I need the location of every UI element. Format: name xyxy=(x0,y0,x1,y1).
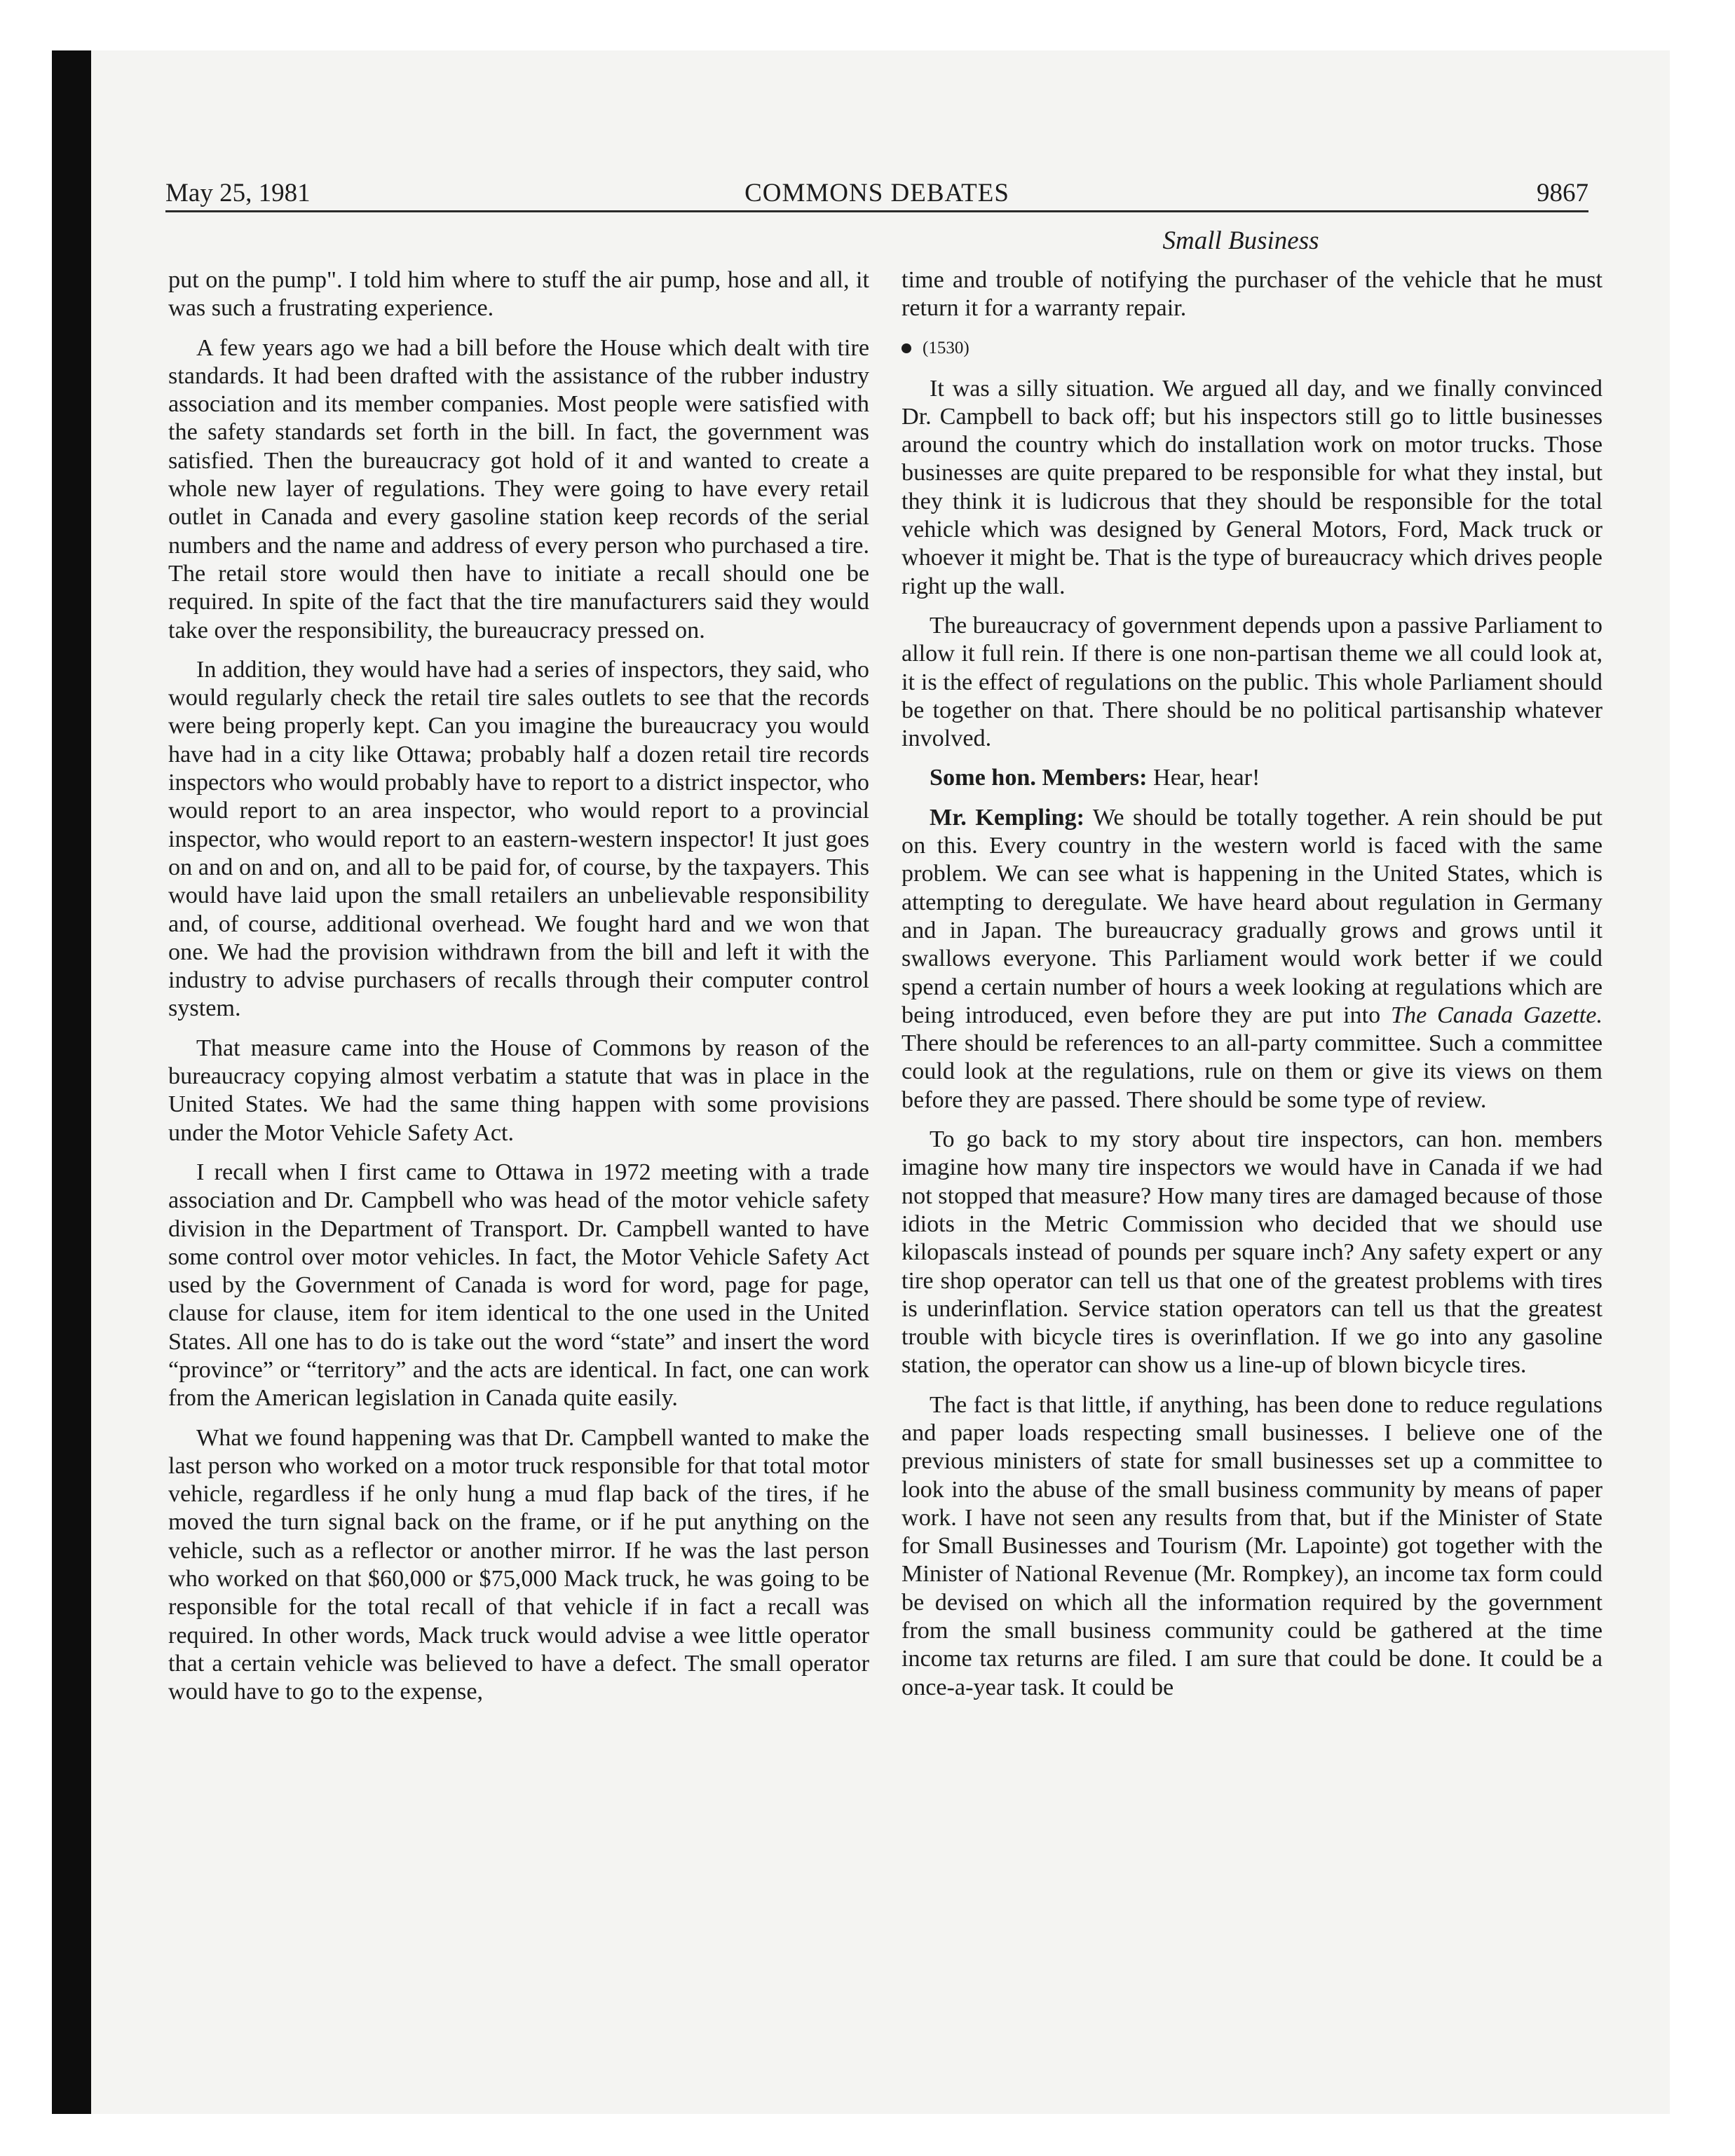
header-page-number: 9867 xyxy=(1537,179,1588,207)
paragraph: A few years ago we had a bill before the House which dealt with tire standards. It had been drafted with the assistance of the rubber industry association and its member companies. Most people were satisfied with the safety standards set forth in the bill. In fact, the government was satisfied. Then the bureaucracy got hold of it and wanted to create a whole new layer of regulations. They were going to have every retail outlet in Canada and every gasoline station keep records of the serial numbers and the name and address of every person who purchased a tire. The retail store would then have to initiate a recall should one be required. In spite of the fact that the tire manufacturers said they would take over the responsibility, the bureaucracy pressed on. xyxy=(168,334,869,643)
paragraph: time and trouble of notifying the purchaser of the vehicle that he must return it for a warranty repair. xyxy=(901,267,1603,322)
bullet-icon xyxy=(901,343,911,353)
paragraph: What we found happening was that Dr. Campbell wanted to make the last person who worked on a motor truck responsible for that total motor vehicle, regardless if he only hung a mud flap back of the tires, if he moved the turn signal back on the frame, or if he put anything on the vehicle, such as a reflector or another mirror. If he was the last person who worked on that $60,000 or $75,000 Mack truck, he was going to be responsible for the total recall of that vehicle if in fact a recall was required. In other words, Mack truck would advise a wee little operator that a certain vehicle was believed to have a defect. The small operator would have to go to the expense, xyxy=(168,1424,869,1705)
paragraph: It was a silly situation. We argued all day, and we finally convinced Dr. Campbell to back off; but his inspectors still go to little businesses around the country which do installation work on motor trucks. Those businesses are quite prepared to be responsible for what they instal, but they think it is ludicrous that they should be responsible for the total vehicle which was designed by General Motors, Ford, Mack truck or whoever it might be. That is the type of bureaucracy which drives people right up the wall. xyxy=(901,375,1603,599)
speech-text: We should be totally together. A rein should be put on this. Every country in the western world is faced with the same problem. We can see what is happening in the United States, which is attempting to deregulate. We have heard about regulation in Germany and in Japan. The bureaucracy gradually grows and grows until it swallows everyone. This Parliament would work better if we could spend a certain number of hours a week looking at regulations which are being introduced, even before they are put into xyxy=(901,804,1603,1028)
page-header xyxy=(165,172,1588,212)
paragraph: I recall when I first came to Ottawa in 1972 meeting with a trade association and Dr. Campbell who was head of the motor vehicle safety division in the Department of Transport. Dr. Campbell wanted to have some control over motor vehicles. In fact, the Motor Vehicle Safety Act used by the Government of Canada is word for word, page for page, clause for clause, item for item identical to the one used in the United States. All one has to do is take out the word “state” and insert the word “province” or “territory” and the acts are identical. In fact, one can work from the American legislation in Canada quite easily. xyxy=(168,1159,869,1412)
publication-title: The Canada Gazette. xyxy=(1390,1002,1603,1028)
paragraph: To go back to my story about tire inspectors, can hon. members imagine how many tire inspectors we would have in Canada if we had not stopped that measure? How many tires are damaged because of those idiots in the Metric Commission who decided that we should use kilopascals instead of pounds per square inch? Any safety expert or any tire shop operator can tell us that one of the greatest problems with tires is underinflation. Service station operators can tell us that the greatest trouble with bicycle tires is overinflation. If we go into any gasoline station, the operator can show us a line-up of blown bicycle tires. xyxy=(901,1126,1603,1379)
time-marker xyxy=(901,334,1603,362)
paragraph: The bureaucracy of government depends upon a passive Parliament to allow it full rein. If there is one non-partisan theme we all could look at, it is the effect of regulations on the public. This whole Parliament should be together on that. There should be no political partisanship whatever involved. xyxy=(901,612,1603,752)
left-column xyxy=(168,266,869,1718)
header-title: COMMONS DEBATES xyxy=(744,179,1009,207)
interjection-speaker: Some hon. Members: xyxy=(930,765,1148,791)
paragraph: In addition, they would have had a series of inspectors, they said, who would regularly check the retail tire sales outlets to see that the records were being properly kept. Can you imagine the bureaucracy you would have had in a city like Ottawa; probably half a dozen retail tire records inspectors who would probably have to report to a district inspector, who would report to an area inspector, who would report to a provincial inspector, who would report to an eastern-western inspector! It just goes on and on and on, and all to be paid for, of course, by the taxpayers. This would have laid upon the small retailers an unbelievable responsibility and, of course, additional overhead. We fought hard and we won that one. We had the provision withdrawn from the bill and left it with the industry to advise purchasers of recalls through their computer control system. xyxy=(168,656,869,1022)
speech-text-continued: There should be references to an all-party committee. Such a committee could look at the regulations, rule on them or give its views on them before they are passed. There should be some type of review. xyxy=(901,1030,1603,1113)
scan-edge-bar xyxy=(52,50,91,2114)
interjection-text: Hear, hear! xyxy=(1153,765,1260,791)
paragraph: That measure came into the House of Commons by reason of the bureaucracy copying almost verbatim a statute that was in place in the United States. We had the same thing happen with some provisions under the Motor Vehicle Safety Act. xyxy=(168,1035,869,1146)
time-marker-text: (1530) xyxy=(923,338,969,357)
paragraph: put on the pump". I told him where to stuff the air pump, hose and all, it was such a frustrating experience. xyxy=(168,267,869,322)
paragraph: The fact is that little, if anything, has been done to reduce regulations and paper loads respecting small businesses. I believe one of the previous ministers of state for small businesses set up a committee to look into the abuse of the small business community by means of paper work. I have not seen any results from that, but if the Minister of State for Small Businesses and Tourism (Mr. Lapointe) got together with the Minister of National Revenue (Mr. Rompkey), an income tax form could be devised on which all the information required by the government from the small business community could be gathered at the time income tax returns are filed. I am sure that could be done. It could be a once-a-year task. It could be xyxy=(901,1391,1603,1700)
section-title: Small Business xyxy=(1162,226,1319,255)
header-date: May 25, 1981 xyxy=(165,179,311,207)
speaker-name: Mr. Kempling: xyxy=(930,804,1085,831)
right-column xyxy=(901,266,1603,1713)
interjection xyxy=(901,764,1603,792)
speech-paragraph xyxy=(901,804,1603,1114)
